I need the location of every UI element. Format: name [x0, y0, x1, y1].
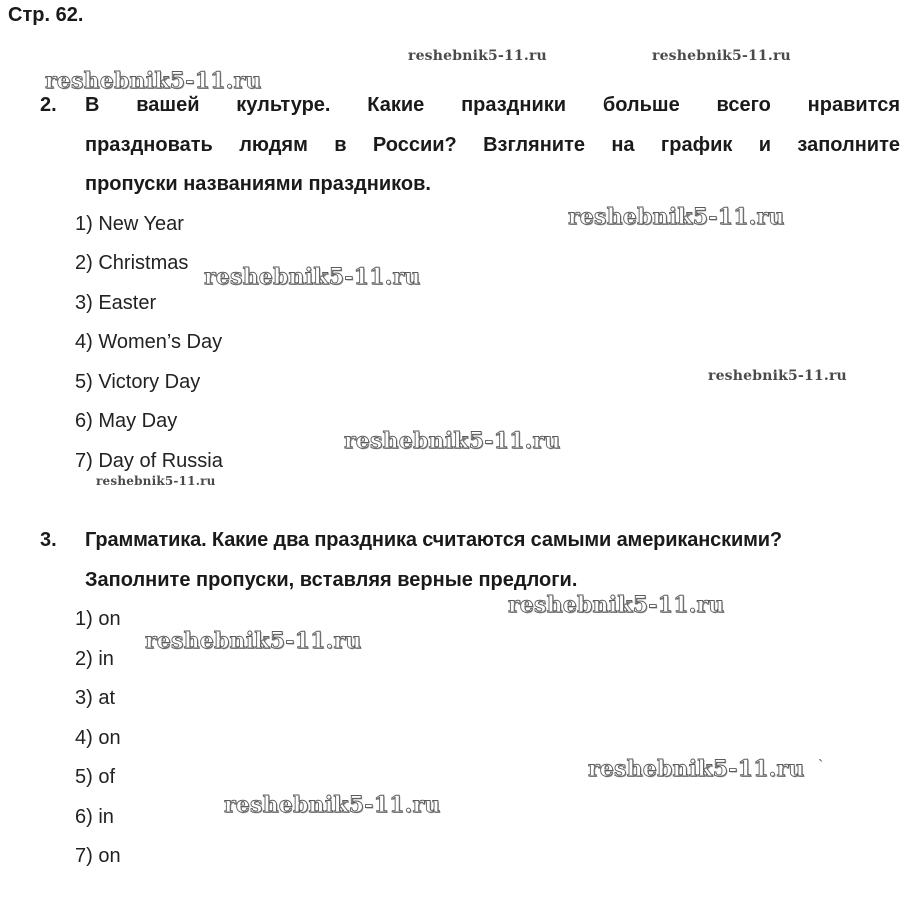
task-3: [40, 521, 900, 877]
watermark: reshebnik5-11.ru: [652, 48, 791, 64]
task-2-text: [85, 86, 900, 205]
task-2-line-3: пропуски названиями праздников.: [85, 173, 431, 195]
list-item: 4) Women’s Day: [75, 331, 223, 353]
watermark: reshebnik5-11.ru: [408, 48, 547, 64]
task-3-line-1: Грамматика. Какие два праздника считаются самыми американскими?: [85, 529, 782, 551]
list-item: 6) May Day: [75, 410, 178, 432]
watermark: reshebnik5-11.ru: [45, 68, 262, 94]
watermark: reshebnik5-11.ru: [588, 756, 805, 782]
watermark: reshebnik5-11.ru: [224, 792, 441, 818]
watermark: reshebnik5-11.ru: [145, 628, 362, 654]
task-2: [40, 86, 900, 481]
list-item: 4) on: [75, 726, 121, 749]
task-2-question: [40, 86, 900, 205]
list-item: 3) Easter: [75, 291, 157, 314]
task-2-line-2: праздновать людям в России? Взгляните на график и заполните: [85, 133, 900, 156]
page-header: Стр. 62.: [8, 4, 84, 26]
list-item: 1) on: [75, 608, 121, 630]
list-item: 7) on: [75, 845, 121, 867]
task-3-question: [40, 521, 900, 600]
list-item: 5) of: [75, 766, 116, 788]
task-2-line-1: В вашей культуре. Какие праздники больше всего нравится: [85, 94, 900, 116]
task-3-line-2: Заполните пропуски, вставляя верные предлоги.: [85, 568, 578, 591]
watermark: reshebnik5-11.ru: [344, 428, 561, 454]
list-item: 1) New Year: [75, 212, 184, 235]
list-item: 2) in: [75, 647, 114, 670]
list-item: 5) Victory Day: [75, 370, 201, 393]
task-3-text: [85, 521, 900, 600]
list-item: 6) in: [75, 805, 114, 828]
list-item: 2) Christmas: [75, 252, 189, 274]
watermark: reshebnik5-11.ru: [96, 474, 216, 488]
list-item: 7) Day of Russia: [75, 449, 223, 472]
task-3-number: 3.: [40, 529, 57, 551]
watermark: reshebnik5-11.ru: [204, 264, 421, 290]
watermark: reshebnik5-11.ru: [708, 368, 847, 384]
watermark: reshebnik5-11.ru: [568, 204, 785, 230]
task-2-number: 2.: [40, 94, 57, 116]
watermark: reshebnik5-11.ru: [508, 592, 725, 618]
stray-mark: `: [818, 758, 824, 775]
list-item: 3) at: [75, 687, 116, 709]
